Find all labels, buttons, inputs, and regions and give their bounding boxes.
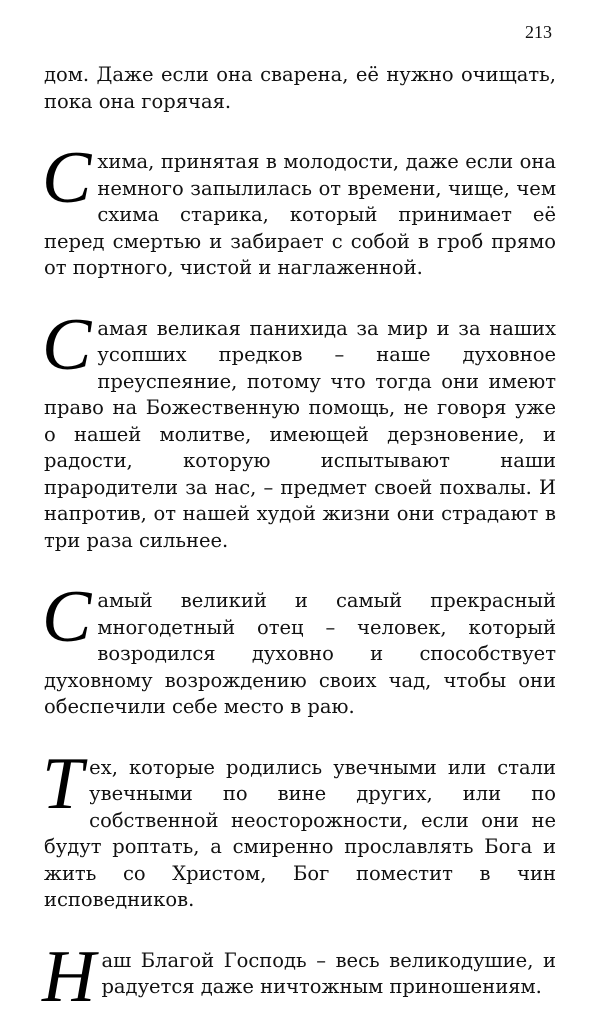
drop-cap: Н — [42, 935, 96, 1018]
paragraph-text: амая великая панихида за мир и за наших усопших предков – наше духовное преуспеяние, потому что тогда они имеют право на Божественную помощь, не говоря уже о нашей молитве, имеющей дерзновение, и радости, которую испытывают наши прародители за нас, – предмет своей похвалы. И напротив, от нашей худой жизни они страдают в три раза сильнее. — [44, 316, 556, 552]
paragraph-father — [42, 576, 556, 721]
paragraph-text: ех, которые родились увечными или стали увечными по вине других, или по собственной неосторожности, если они не будут роптать, а смиренно прославлять Бога и жить со Христом, Бог поместит в чин исповедников. — [44, 755, 556, 911]
paragraph-disabled — [42, 742, 556, 914]
drop-cap: Т — [42, 742, 84, 825]
paragraph-text: аш Благой Господь – весь великодушие, и радуется даже ничтожным приношениям. — [101, 948, 556, 998]
paragraph-continued — [44, 62, 556, 115]
page-number: 213 — [525, 22, 552, 42]
paragraph-text: хима, принятая в молодости, даже если она немного запылилась от времени, чище, чем схима старика, который принимает её перед смертью и забирает с собой в гроб прямо от портного, чистой и наглаженной. — [44, 150, 556, 279]
paragraph-lord — [42, 935, 556, 1018]
page-body — [44, 62, 556, 1035]
paragraph-text: дом. Даже если она сварена, её нужно очищать, пока она горячая. — [44, 63, 556, 113]
paragraph-text: амый великий и самый прекрасный многодетный отец – человек, который возродился духовно и способствует духовному возрождению своих чад, чтобы они обеспечили себе место в раю. — [44, 589, 556, 718]
paragraph-schema — [42, 137, 556, 282]
drop-cap: С — [42, 137, 92, 219]
drop-cap: С — [42, 303, 92, 386]
drop-cap: С — [42, 576, 92, 658]
paragraph-panikhida — [42, 303, 556, 555]
